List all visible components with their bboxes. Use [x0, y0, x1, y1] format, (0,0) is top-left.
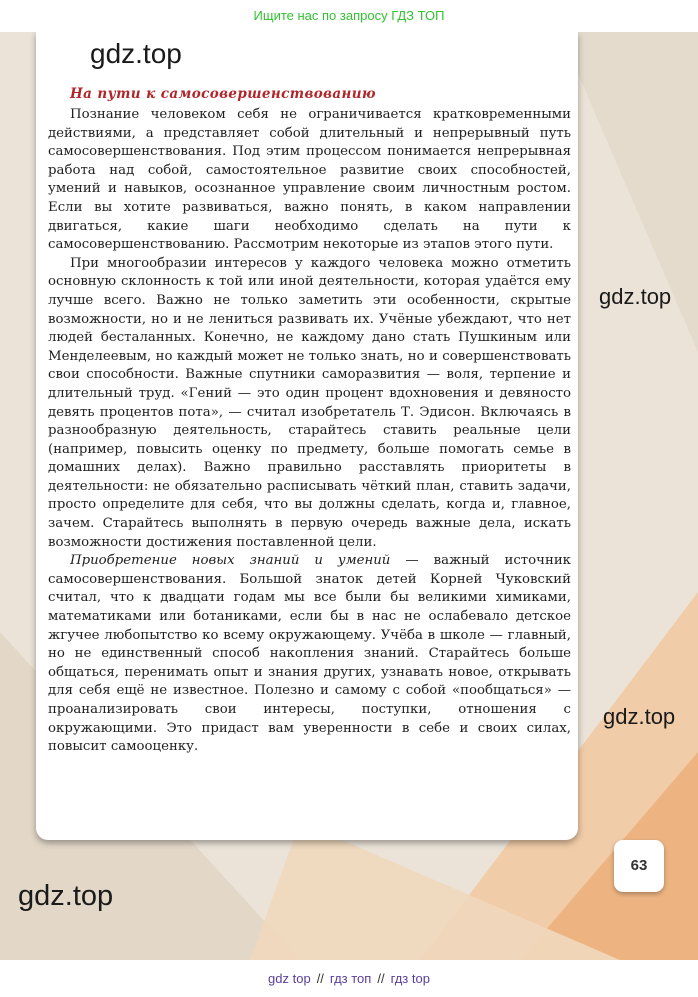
- footer-link-3[interactable]: гдз top: [390, 971, 430, 986]
- watermark-right-lower: gdz.top: [603, 704, 676, 729]
- body-text: [48, 106, 571, 757]
- paragraph-3: [48, 552, 571, 757]
- top-banner[interactable]: Ищите нас по запросу ГДЗ ТОП: [0, 0, 698, 32]
- watermark-top-left: gdz.top: [90, 38, 182, 69]
- paragraph-3-italic: Приобретение новых знаний и умений: [70, 553, 391, 569]
- watermark-right-upper: gdz.top: [599, 284, 672, 309]
- footer-link-1[interactable]: gdz top: [268, 971, 311, 986]
- page-number: 63: [614, 840, 664, 892]
- footer-links: [0, 960, 698, 997]
- paragraph-2: При многообразии интересов у каждого человека можно отметить основную склонность к той или иной деятельности, которая удаётся ему лучше всего. Важно не только заметить эти особенности, скрытые возможности, но и не лениться развивать их. Учёные убеждают, что нет людей бесталанных. Конечно, не каждому дано стать Пушкиным или Менделеевым, но каждый может не только знать, но и совершенствовать свои способности. Важные спутники саморазвития — воля, терпение и длительный труд. «Гений — это один процент вдохновения и девяносто девять процентов пота», — считал изобретатель Т. Эдисон. Включаясь в разнообразную деятельность, старайтесь ставить реальные цели (например, повысить оценку по предмету, больше помогать семье в домашних делах). Важно правильно расставлять приоритеты в деятельности: не обязательно расписывать чёткий план, ставить задачи, просто определите для себя, что вы должны сделать, когда и, главное, зачем. Старайтесь выполнять в первую очередь важные дела, искать возможности достижения поставленной цели.: [48, 255, 571, 550]
- paragraph-1: Познание человеком себя не ограничивается кратковременными действиями, а представляет собой длительный и непрерывный путь самосовершенствования. Под этим процессом понимается непрерывная работа над собой, самостоятельное развитие своих способностей, умений и навыков, осознанное управление своим личностным ростом. Если вы хотите развиваться, важно понять, в каком направлении двигаться, какие шаги необходимо сделать на пути к самосовершенствованию. Рассмотрим некоторые из этапов этого пути.: [48, 107, 571, 253]
- footer-separator: //: [316, 971, 324, 986]
- section-title: На пути к самосовершенствованию: [70, 86, 376, 102]
- paragraph-3-text: — важный источник самосовершенствования. Большой знаток детей Корней Чуковский считал, что к двадцати годам мы все были бы великими химиками, математиками или ботаниками, если бы в нас не ослабевало детское жгучее любопытство ко всему окружающему. Учёба в школе — главный, но не единственный способ накопления знаний. Старайтесь больше общаться, перенимать опыт и знания других, узнавать новое, открывать для себя ещё не известное. Полезно и самому с собой «пообщаться» — проанализировать свои интересы, поступки, отношения с окружающими. Это придаст вам уверенности в себе и своих силах, повысит самооценку.: [48, 553, 571, 755]
- watermark-bottom-left: gdz.top: [18, 880, 114, 912]
- footer-link-2[interactable]: гдз топ: [329, 971, 372, 986]
- footer-separator: //: [377, 971, 385, 986]
